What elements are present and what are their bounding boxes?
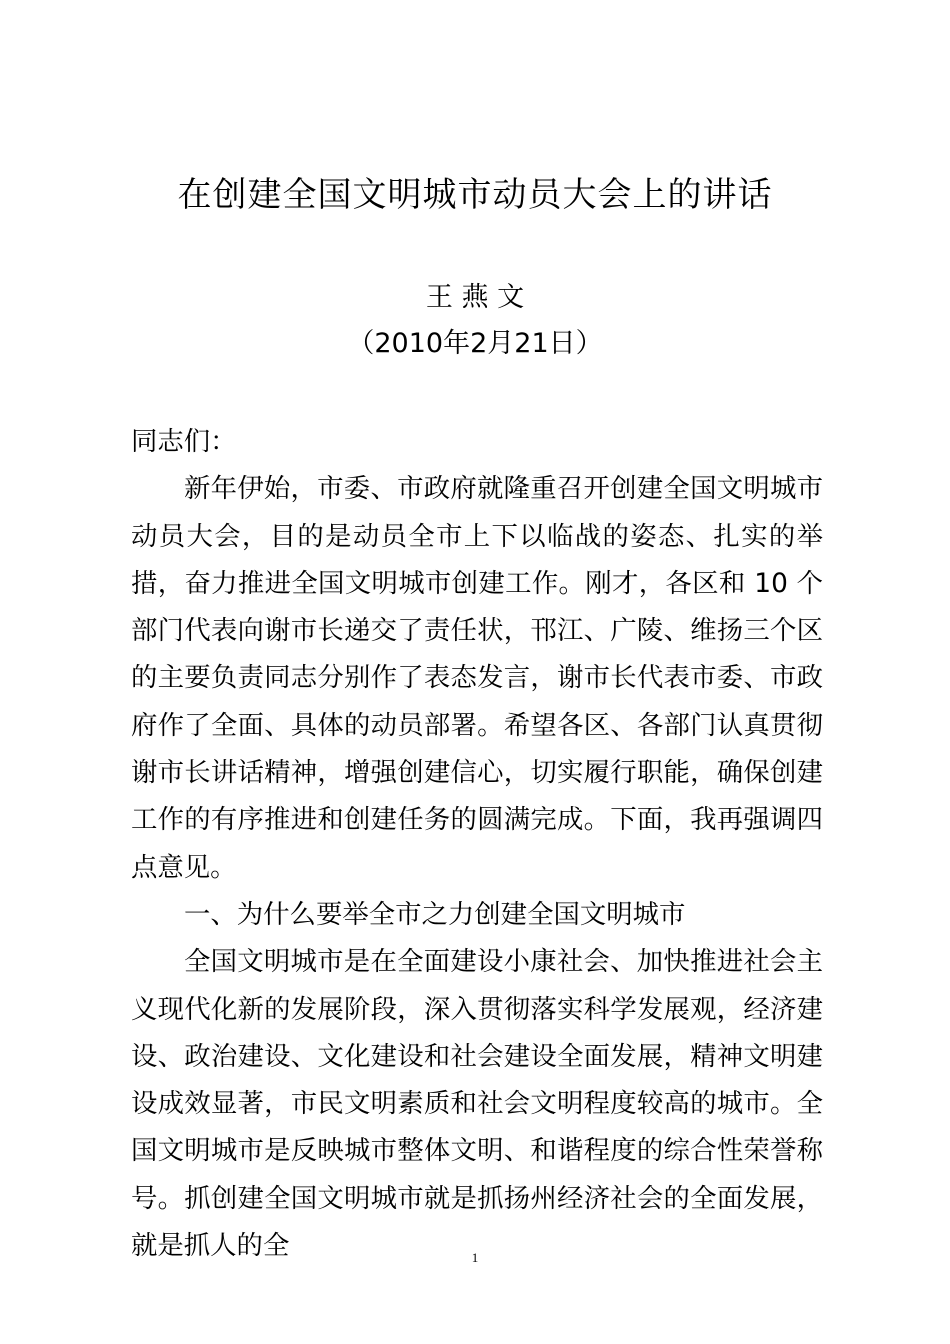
document-title: 在创建全国文明城市动员大会上的讲话: [177, 175, 773, 215]
author-name: 王 燕 文: [425, 282, 525, 313]
paragraph-section-1: 全国文明城市是在全面建设小康社会、加快推进社会主义现代化新的发展阶段，深入贯彻落实科学发展观，经济建设、政治建设、文化建设和社会建设全面发展，精神文明建设成效显著，市民文明素质和社会文明程度较高的城市。全国文明城市是反映城市整体文明、和谐程度的综合性荣誉称号。抓创建全国文明城市就是抓扬州经济社会的全面发展，就是抓人的全: [131, 946, 823, 1262]
document-body: [131, 418, 823, 1269]
paragraph-intro: 新年伊始，市委、市政府就隆重召开创建全国文明城市动员大会，目的是动员全市上下以临战的姿态、扎实的举措，奋力推进全国文明城市创建工作。刚才，各区和 10 个部门代表向谢市长递交了责任状，邗江、广陵、维扬三个区的主要负责同志分别作了表态发言，谢市长代表市委、市政府作了全面、具体的动员部署。希望各区、各部门认真贯彻谢市长讲话精神，增强创建信心，切实履行职能，确保创建工作的有序推进和创建任务的圆满完成。下面，我再强调四点意见。: [131, 473, 823, 883]
page-number: 1: [471, 1250, 479, 1265]
salutation: 同志们：: [131, 426, 237, 457]
speech-date: （2010年2月21日）: [347, 328, 603, 359]
section-heading: 一、为什么要举全市之力创建全国文明城市: [184, 898, 686, 930]
